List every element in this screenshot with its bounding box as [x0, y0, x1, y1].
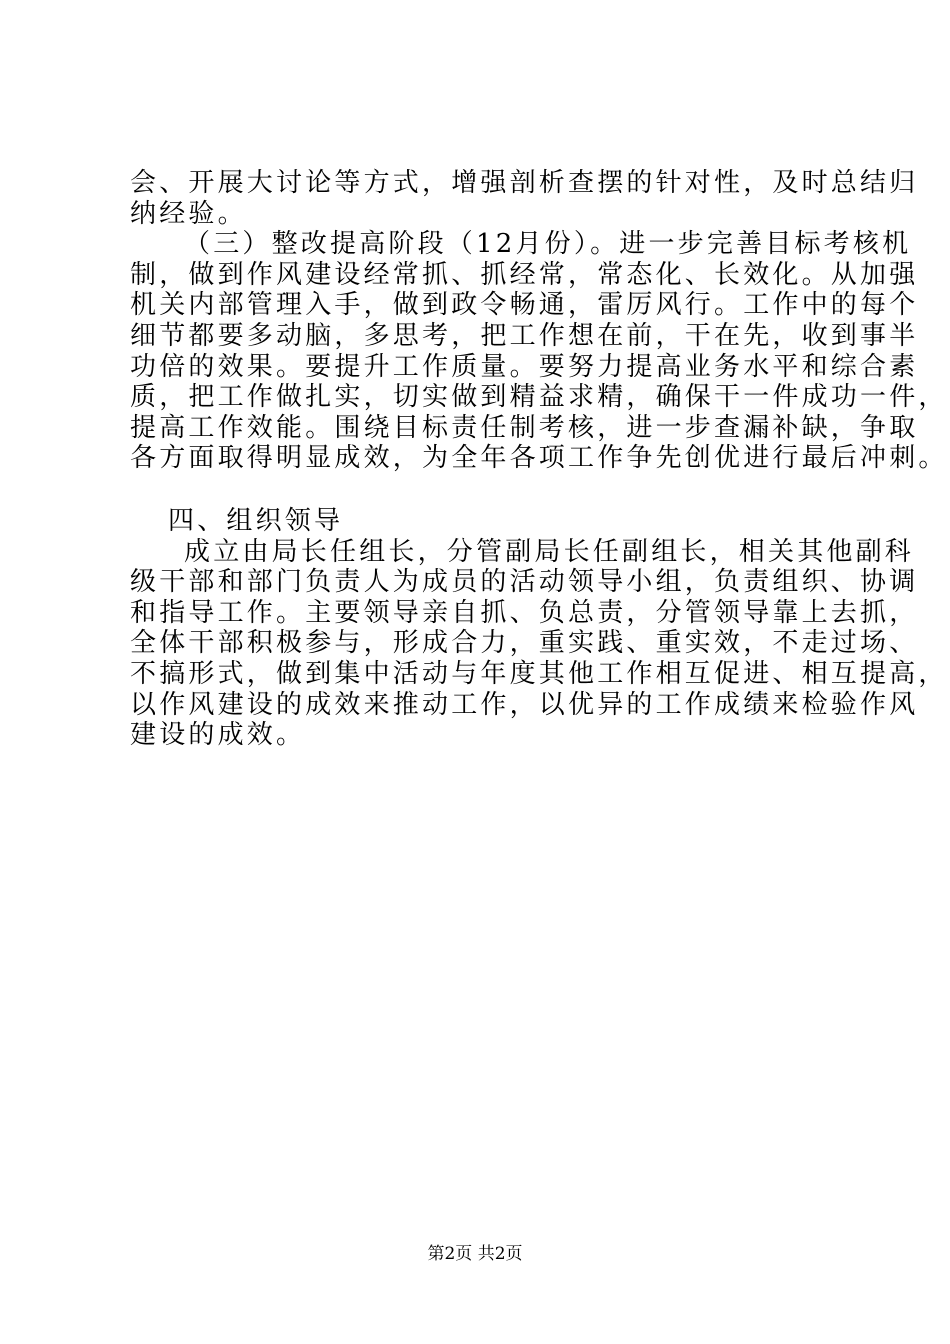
- page-number-footer: 第2页 共2页: [427, 1244, 523, 1264]
- paragraph-2-line-3: 机关内部管理入手，做到政令畅通，雷厉风行。工作中的每个: [130, 290, 919, 321]
- paragraph-2-line-4: 细节都要多动脑，多思考，把工作想在前，干在先，收到事半: [130, 320, 919, 351]
- paragraph-1-line-2: 纳经验。: [130, 198, 247, 229]
- section-gap: [130, 474, 850, 506]
- paragraph-2-line-5: 功倍的效果。要提升工作质量。要努力提高业务水平和综合素: [130, 351, 919, 382]
- paragraph-2-line-1: （三）整改提高阶段（12月份）。进一步完善目标考核机: [184, 229, 912, 260]
- paragraph-1-line-1: 会、开展大讨论等方式，增强剖析查摆的针对性，及时总结归: [130, 168, 919, 198]
- paragraph-2-line-6: 质，把工作做扎实，切实做到精益求精，确保干一件成功一件，: [130, 382, 948, 413]
- section-heading-4: 四、组织领导: [168, 505, 344, 536]
- document-body: [130, 168, 948, 751]
- paragraph-3-line-7: 建设的成效。: [130, 720, 306, 751]
- paragraph-2-line-8: 各方面取得明显成效，为全年各项工作争先创优进行最后冲刺。: [130, 443, 948, 474]
- paragraph-3-line-3: 和指导工作。主要领导亲自抓、负总责，分管领导靠上去抓，: [130, 597, 919, 628]
- paragraph-3-line-6: 以作风建设的成效来推动工作，以优异的工作成绩来检验作风: [130, 689, 919, 720]
- paragraph-3-line-5: 不搞形式，做到集中活动与年度其他工作相互促进、相互提高，: [130, 658, 948, 689]
- paragraph-3-line-4: 全体干部积极参与，形成合力，重实践、重实效，不走过场、: [130, 628, 919, 659]
- paragraph-2-line-2: 制，做到作风建设经常抓、抓经常，常态化、长效化。从加强: [130, 259, 919, 290]
- paragraph-3-line-2: 级干部和部门负责人为成员的活动领导小组，负责组织、协调: [130, 567, 919, 598]
- paragraph-3-line-1: 成立由局长任组长，分管副局长任副组长，相关其他副科: [184, 536, 915, 567]
- paragraph-2-line-7: 提高工作效能。围绕目标责任制考核，进一步查漏补缺，争取: [130, 412, 919, 443]
